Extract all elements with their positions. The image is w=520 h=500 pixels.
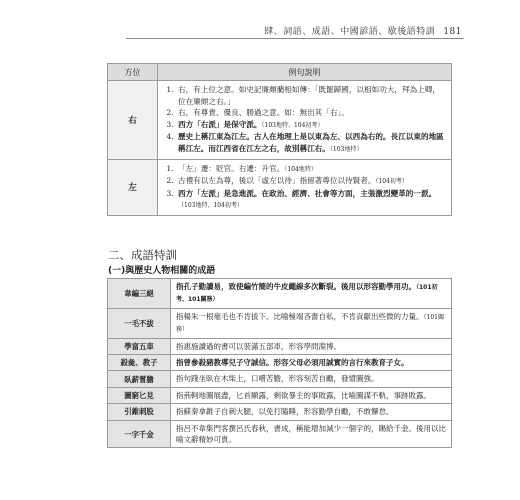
table-row: [108, 308, 452, 338]
definition-text: 指蘇秦拿錐子自刺大腿，以免打瞌睡，形容勤學自勵，不敢懈怠。: [176, 407, 394, 417]
table-row: [108, 279, 452, 309]
subsection-title: (一)與歷史人物相關的成語: [108, 266, 216, 276]
header-rule: [126, 38, 464, 39]
item-text: 「左」遷：貶官。右遷：升官。: [178, 163, 285, 173]
idiom-term: 圖窮匕見: [108, 387, 171, 403]
item-text: 歷史上稱江東為江左。古人在地理上是以東為左、以西為右的。長江以東的地區稱江左。而江西省在江左之右，故別稱江右。: [178, 132, 444, 153]
table-row: [108, 355, 452, 371]
idiom-definition: [171, 338, 452, 354]
table-row: [108, 338, 452, 354]
item-text: 右，有上位之意。如史記廉頗藺相如傳：「既罷歸國，以相如功大，拜為上卿，位在廉頗之右。」: [178, 85, 440, 106]
idiom-term: 一毛不拔: [108, 308, 171, 338]
examples-cell: [158, 159, 452, 215]
list-item: [176, 175, 447, 188]
list-item: [176, 163, 447, 176]
definition-text: 指楊朱一根毫毛也不肯拔下。比喻極端吝嗇自私，不肯貢獻出些微的力量。: [176, 311, 424, 321]
list-item: [176, 131, 447, 155]
idiom-term: 學富五車: [108, 338, 171, 354]
item-citation: （103地特、104初考）: [178, 202, 243, 210]
item-citation: （104初考）: [375, 178, 408, 186]
col-header-examples: 例句說明: [158, 64, 452, 81]
example-list: [164, 84, 447, 156]
idiom-definition: [171, 371, 452, 387]
item-text: 右，有尊貴、優良、勝過之意。如：無出其「右」。: [178, 108, 349, 118]
idiom-term: 殺彘、教子: [108, 355, 171, 371]
definition-citation: （101關務）: [176, 313, 444, 334]
page-number: 181: [443, 27, 462, 37]
idiom-term: 韋編三絕: [108, 279, 171, 309]
idiom-definition: [171, 387, 452, 403]
examples-cell: [158, 81, 452, 160]
item-citation: （104地特）: [284, 165, 317, 173]
direction-table: [107, 63, 452, 216]
definition-text: 指荊軻地圖展盡，匕首顯露，剩欲暴主的事敗露，比喻圖謀不軌，事跡敗露。: [176, 390, 431, 400]
example-list: [164, 163, 447, 212]
list-item: [176, 107, 447, 119]
position-cell: 右: [108, 81, 158, 160]
item-text: 西方「左派」是急進派。在政治、經濟、社會等方面，主張激烈變革的一派。: [178, 188, 437, 198]
table-row: [108, 387, 452, 403]
definition-text: 指曾參殺豬教導兒子守誠信。形容父母必須用誠實的言行來教育子女。: [176, 358, 409, 368]
header-title: 肆、詞語、成語、中國諺語、歇後語特訓: [264, 27, 436, 37]
item-citation: （103地特）: [329, 145, 363, 153]
running-header: [160, 24, 462, 37]
definition-text: 指孔子勤讀易，致使編竹簡的牛皮繩線多次斷裂。後用以形容勤學用功。: [176, 282, 416, 291]
idiom-term: 臥薪嘗膽: [108, 371, 171, 387]
col-header-position: 方位: [108, 64, 158, 81]
item-text: 古禮有以左為尊，後以「虛左以待」指留著尊位以待賢者。: [178, 176, 376, 186]
item-text: 西方「右派」是保守派。: [178, 119, 262, 129]
section-title: 二、成語特訓: [108, 248, 177, 262]
definition-citation: （101初考、101關務）: [176, 284, 438, 304]
list-item: [176, 84, 447, 107]
definition-text: 指呂不韋集門客撰呂氏春秋，書成，稱能增加減少一個字的，賜給千金。後用以比喻文辭精妙可貴。: [176, 423, 446, 445]
idiom-definition: [171, 420, 452, 448]
idiom-table: [107, 278, 452, 448]
table-row: [108, 159, 452, 215]
table-row: [108, 420, 452, 448]
table-row: [108, 371, 452, 387]
idiom-definition: [171, 355, 452, 371]
definition-text: 指惠施讀過的書可以裝滿五部車，形容學問淵博。: [176, 341, 341, 351]
idiom-definition: [171, 279, 452, 309]
idiom-term: 一字千金: [108, 420, 171, 448]
table-row: [108, 81, 452, 160]
list-item: [176, 119, 447, 132]
table-row: [108, 404, 452, 420]
list-item: [176, 188, 447, 212]
position-cell: 左: [108, 159, 158, 215]
definition-text: 指句踐坐臥在木柴上，口嚐苦膽，形容刻苦自勵，發憤圖強。: [176, 374, 379, 384]
item-citation: （103地特、104初考）: [261, 121, 324, 129]
idiom-term: 引錐刺股: [108, 404, 171, 420]
idiom-definition: [171, 404, 452, 420]
idiom-definition: [171, 308, 452, 338]
